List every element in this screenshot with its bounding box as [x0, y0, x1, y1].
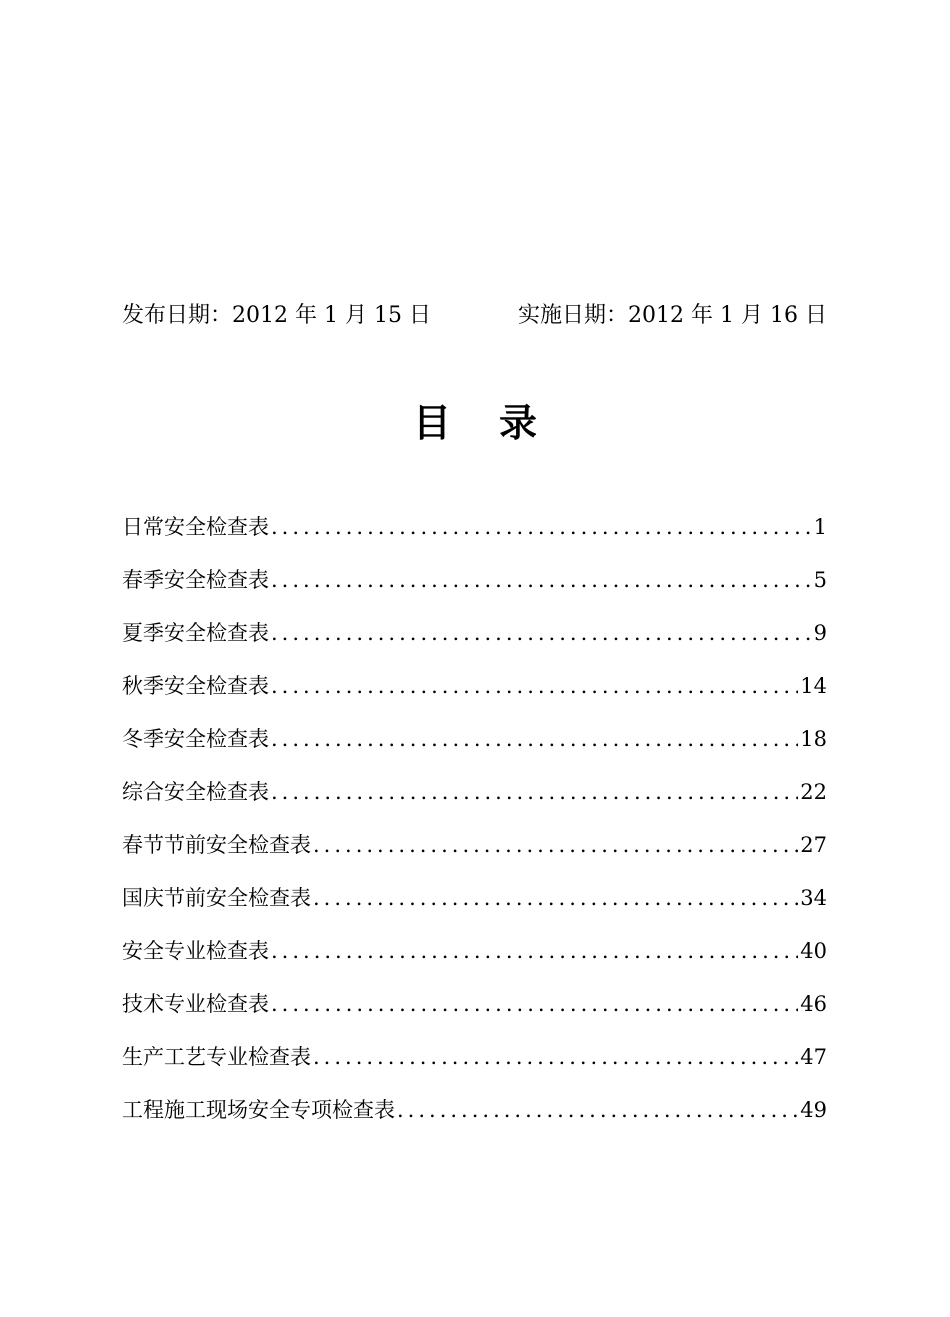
toc-entry-label: 综合安全检查表	[122, 780, 269, 804]
toc-entry[interactable]	[122, 563, 827, 616]
issue-date: 发布日期：2012 年 1 月 15 日	[122, 303, 431, 328]
toc-entry-label: 安全专业检查表	[122, 939, 269, 963]
toc-entry-label: 春季安全检查表	[122, 568, 269, 592]
toc-entry[interactable]	[122, 934, 827, 987]
toc-entry-label: 夏季安全检查表	[122, 621, 269, 645]
toc-entry[interactable]	[122, 987, 827, 1040]
toc-entry-label: 秋季安全检查表	[122, 674, 269, 698]
toc-title: 目录	[412, 400, 585, 445]
dot-leader	[313, 828, 798, 862]
dot-leader	[271, 669, 798, 703]
dot-leader	[313, 881, 798, 915]
dot-leader	[313, 1040, 798, 1074]
toc-entry-label: 国庆节前安全检查表	[122, 886, 311, 910]
toc-entry[interactable]	[122, 510, 827, 563]
toc-entry-page: 1	[813, 515, 827, 539]
toc-entry[interactable]	[122, 881, 827, 934]
toc-entry[interactable]	[122, 1093, 827, 1146]
toc-entry[interactable]	[122, 828, 827, 881]
date-line	[122, 300, 827, 332]
toc-entry[interactable]	[122, 1040, 827, 1093]
toc-entry-label: 技术专业检查表	[122, 992, 269, 1016]
toc-entry-label: 日常安全检查表	[122, 515, 269, 539]
toc-entry-label: 生产工艺专业检查表	[122, 1045, 311, 1069]
toc-entry-label: 冬季安全检查表	[122, 727, 269, 751]
toc-entry-page: 22	[800, 780, 827, 804]
table-of-contents	[122, 510, 827, 1146]
toc-entry-page: 47	[800, 1045, 827, 1069]
toc-entry[interactable]	[122, 616, 827, 669]
dot-leader	[271, 934, 798, 968]
toc-entry-label: 工程施工现场安全专项检查表	[122, 1098, 395, 1122]
toc-entry-page: 40	[800, 939, 827, 963]
toc-entry-page: 14	[800, 674, 827, 698]
toc-entry[interactable]	[122, 722, 827, 775]
dot-leader	[271, 987, 798, 1021]
toc-entry-page: 27	[800, 833, 827, 857]
toc-entry-page: 46	[800, 992, 827, 1016]
toc-entry-page: 18	[800, 727, 827, 751]
toc-entry[interactable]	[122, 669, 827, 722]
dot-leader	[271, 722, 798, 756]
toc-entry-page: 9	[813, 621, 827, 645]
dot-leader	[271, 616, 812, 650]
toc-entry-label: 春节节前安全检查表	[122, 833, 311, 857]
dot-leader	[271, 510, 812, 544]
dot-leader	[397, 1093, 798, 1127]
dot-leader	[271, 775, 798, 809]
toc-entry-page: 49	[800, 1098, 827, 1122]
toc-entry-page: 5	[813, 568, 827, 592]
dot-leader	[271, 563, 812, 597]
toc-entry-page: 34	[800, 886, 827, 910]
toc-entry[interactable]	[122, 775, 827, 828]
implement-date: 实施日期：2012 年 1 月 16 日	[518, 303, 827, 328]
